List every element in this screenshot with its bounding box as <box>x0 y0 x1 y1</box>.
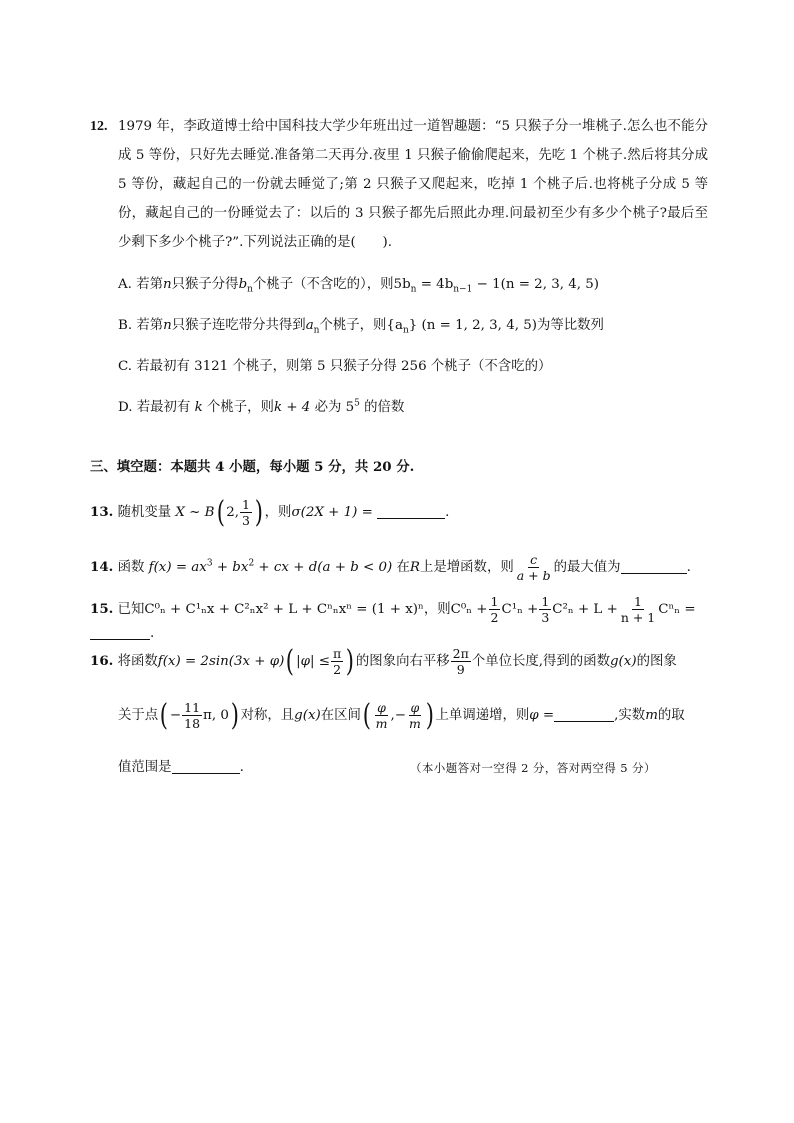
fraction: $\frac{2\pi}{9}$ <box>452 646 469 677</box>
fraction: $\frac{\varphi}{m}$ <box>375 700 388 731</box>
fraction: $\frac{\varphi}{m}$ <box>408 700 421 731</box>
option-b: B. 若第n只猴子连吃带分共得到$a_n$个桃子，则$\{a_n\} (n = 1$, 2, 3, 4, 5)为等比数列 <box>118 318 604 336</box>
question-16-line-2: 关于点( − $\frac{11}{18}$ π, 0) 对称，且g(x)在区间( $\frac{\varphi}{m}$ ,− $\frac{\varphi}{m}$ ) 上单调递增，则φ = ,实数m的取 <box>118 697 685 733</box>
option-d: D. 若最初有 k 个桃子，则k + 4 必为 $5^5$ 的倍数 <box>118 398 405 415</box>
fraction: $\frac{11}{18}$ <box>184 700 201 731</box>
question-16: 16. 将函数f(x) = 2sin(3x + φ)( |φ| ≤ $\frac{\pi}{2}$ ) 的图象向右平移 $\frac{2\pi}{9}$ 个单位长度,得到的函数g(x)的图象 <box>90 643 677 679</box>
answer-blank-m[interactable] <box>172 759 240 774</box>
section-heading: 三、填空题：本题共 4 小题，每小题 5 分，共 20 分. <box>90 459 415 475</box>
question-14: 14. 函数 $f(x) = ax^3 + bx^2$ + cx + d(a + b < 0) 在R上是增函数，则 $\frac{c}{a + b}$ 的最大值为 . <box>90 552 691 583</box>
answer-blank[interactable] <box>90 625 150 640</box>
scoring-note: （本小题答对一空得 2 分，答对两空得 5 分） <box>410 761 656 775</box>
question-15: 15. 已知C⁰ₙ + C¹ₙx + C²ₙx² + L + Cⁿₙxⁿ = (1 + x)ⁿ，则C⁰ₙ + $\frac{1}{2}$ C¹ₙ + $\frac{1}{3}$ C²ₙ + L + $\frac{1}{n + 1}$ Cⁿₙ =. <box>90 594 696 641</box>
question-12 <box>90 112 708 257</box>
fraction: $\frac{\pi}{2}$ <box>332 646 342 677</box>
question-16-line-3: 值范围是 . <box>118 760 244 775</box>
option-a: A. 若第n只猴子分得$b_n$个桃子（不含吃的），则$5b_n = 4b_{n-1} - 1(n = 2$, 3, 4, 5) <box>118 277 600 295</box>
option-c: C. 若最初有 3121 个桃子，则第 5 只猴子分得 256 个桃子（不含吃的） <box>118 359 552 374</box>
answer-blank[interactable] <box>621 559 687 574</box>
question-13: 13. 随机变量 X ~ B( 2, $\frac{1}{3}$ ) ，则σ(2X + 1) = . <box>90 494 450 530</box>
question-number: 15. <box>90 601 114 617</box>
fraction: $\frac{1}{2}$ <box>490 594 499 625</box>
question-number: 13. <box>90 504 114 520</box>
answer-blank-phi[interactable] <box>554 707 614 722</box>
answer-blank[interactable] <box>377 504 445 519</box>
question-number: 14. <box>90 559 114 575</box>
fraction: $\frac{1}{3}$ <box>541 594 550 625</box>
question-number: 16. <box>90 653 114 669</box>
question-number: 12. <box>90 119 108 134</box>
question-text: 1979 年，李政道博士给中国科技大学少年班出过一道智趣题：“5 只猴子分一堆桃子.怎么也不能分成 5 等份，只好先去睡觉.准备第二天再分.夜里 1 只猴子偷偷爬起来，先吃 1 个桃子.然后将其分成 5 等份，藏起自己的一份就去睡觉了;第 2 只猴子又爬起来，吃掉 1 个桃子后.也将桃子分成 5 等份，藏起自己的一份睡觉去了：以后的 3 只猴子都先后照此办理.问最初至少有多少个桃子?最后至少剩下多少个桃子?”.下列说法正确的是( ). <box>118 119 708 250</box>
fraction: $\frac{1}{n + 1}$ <box>620 594 656 625</box>
fraction: $\frac{c}{a + b}$ <box>516 552 551 583</box>
fraction: $\frac{1}{3}$ <box>242 497 250 528</box>
